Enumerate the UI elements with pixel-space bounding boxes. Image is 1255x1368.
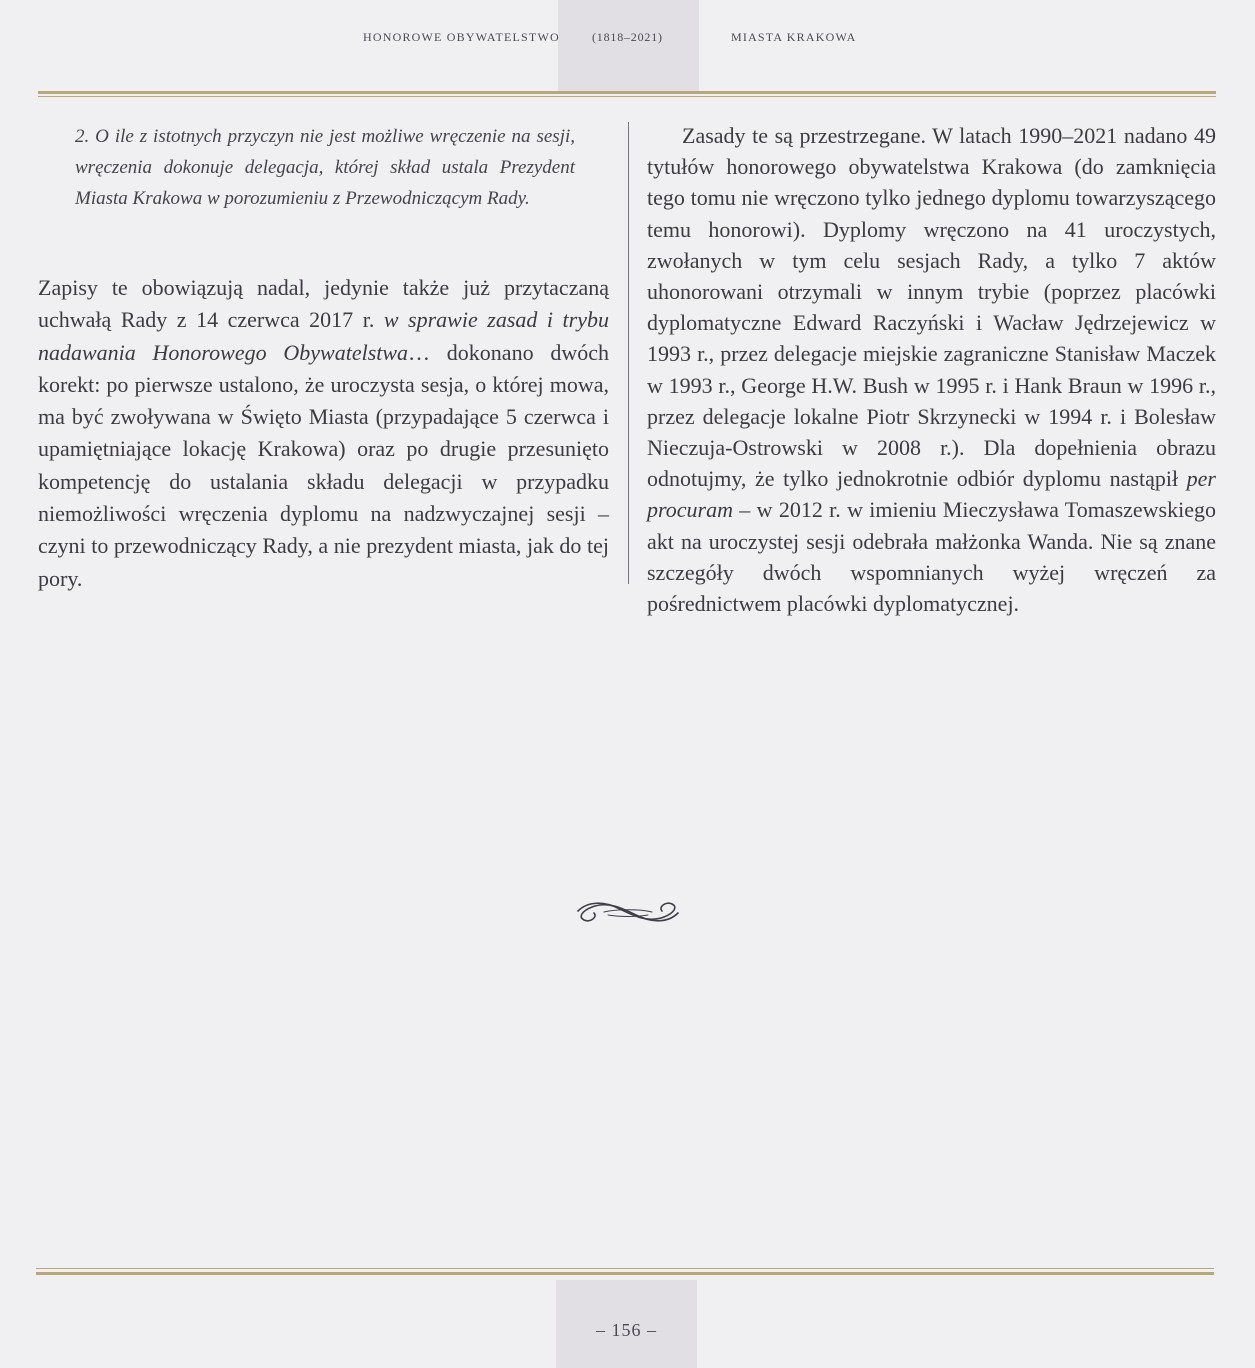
footer-rule-thick: [36, 1272, 1214, 1275]
running-head: [0, 30, 1255, 50]
page-number: – 156 –: [596, 1320, 657, 1340]
running-head-years: (1818–2021): [592, 30, 663, 44]
flourish-ornament-icon: [574, 895, 682, 929]
column-divider: [628, 122, 629, 584]
left-text-part2: … dokonano dwóch korekt: po pierwsze ustalono, że uroczysta sesja, o której mowa, ma być zwoływana w Święto Miasta (przypadające 5 czerwca i upamiętniające lokację Krakowa) oraz po drugie przesunięto kompetencję do ustalania składu delegacji w przypadku niemożliwości wręczenia dyplomu na nadzwyczajnej sesji – czyni to przewodniczący Rady, a nie prezydent miasta, jak do tej pory.: [38, 339, 609, 591]
header-rule-thin: [38, 96, 1216, 97]
right-text-part1: Zasady te są przestrzegane. W latach 1990–2021 nadano 49 tytułów honorowego obywatelstwa Krakowa (do zamknięcia tego tomu nie wręczono tylko jednego dyplomu towarzyszącego temu honorowi). Dyplomy wręczono na 41 uroczystych, zwołanych w tym celu sesjach Rady, a tylko 7 aktów uhonorowani otrzymali w innym trybie (poprzez placówki dyplomatyczne Edward Raczyński i Wacław Jędrzejewicz w 1993 r., przez delegacje miejskie zagraniczne Stanisław Maczek w 1993 r., George H.W. Bush w 1995 r. i Hank Braun w 1996 r., przez delegacje lokalne Piotr Skrzynecki w 1994 r. i Bolesław Nieczuja-Ostrowski w 2008 r.). Dla dopełnienia obrazu odnotujmy, że tylko jednokrotnie odbiór dyplomu nastąpił: [647, 123, 1216, 492]
right-text-italic-phrase: per procuram: [647, 466, 1216, 523]
left-column-paragraph: [38, 272, 609, 595]
footer-rule-thin: [36, 1268, 1214, 1269]
header-rule-thick: [38, 91, 1216, 94]
left-text-italic-title: w sprawie zasad i trybu nadawania Honorowego Obywatelstwa: [38, 307, 609, 365]
left-text-part1: Zapisy te obowiązują nadal, jedynie także już przytaczaną uchwałą Rady z 14 czerwca 2017 r.: [38, 275, 609, 333]
running-head-left: HONOROWE OBYWATELSTWO: [363, 30, 560, 44]
running-head-right: MIASTA KRAKOWA: [731, 30, 857, 44]
right-text-part2: – w 2012 r. w imieniu Mieczysława Tomaszewskiego akt na uroczystej sesji odebrała małżonka Wanda. Nie są znane szczegóły dwóch wspomnianych wyżej wręczeń za pośrednictwem placówki dyplomatycznej.: [647, 497, 1216, 617]
right-column-paragraph: [647, 120, 1216, 619]
quoted-regulation: 2. O ile z istotnych przyczyn nie jest możliwe wręczenie na sesji, wręczenia dokonuje delegacja, której skład ustala Prezydent Miasta Krakowa w porozumieniu z Przewodniczącym Rady.: [75, 126, 575, 210]
